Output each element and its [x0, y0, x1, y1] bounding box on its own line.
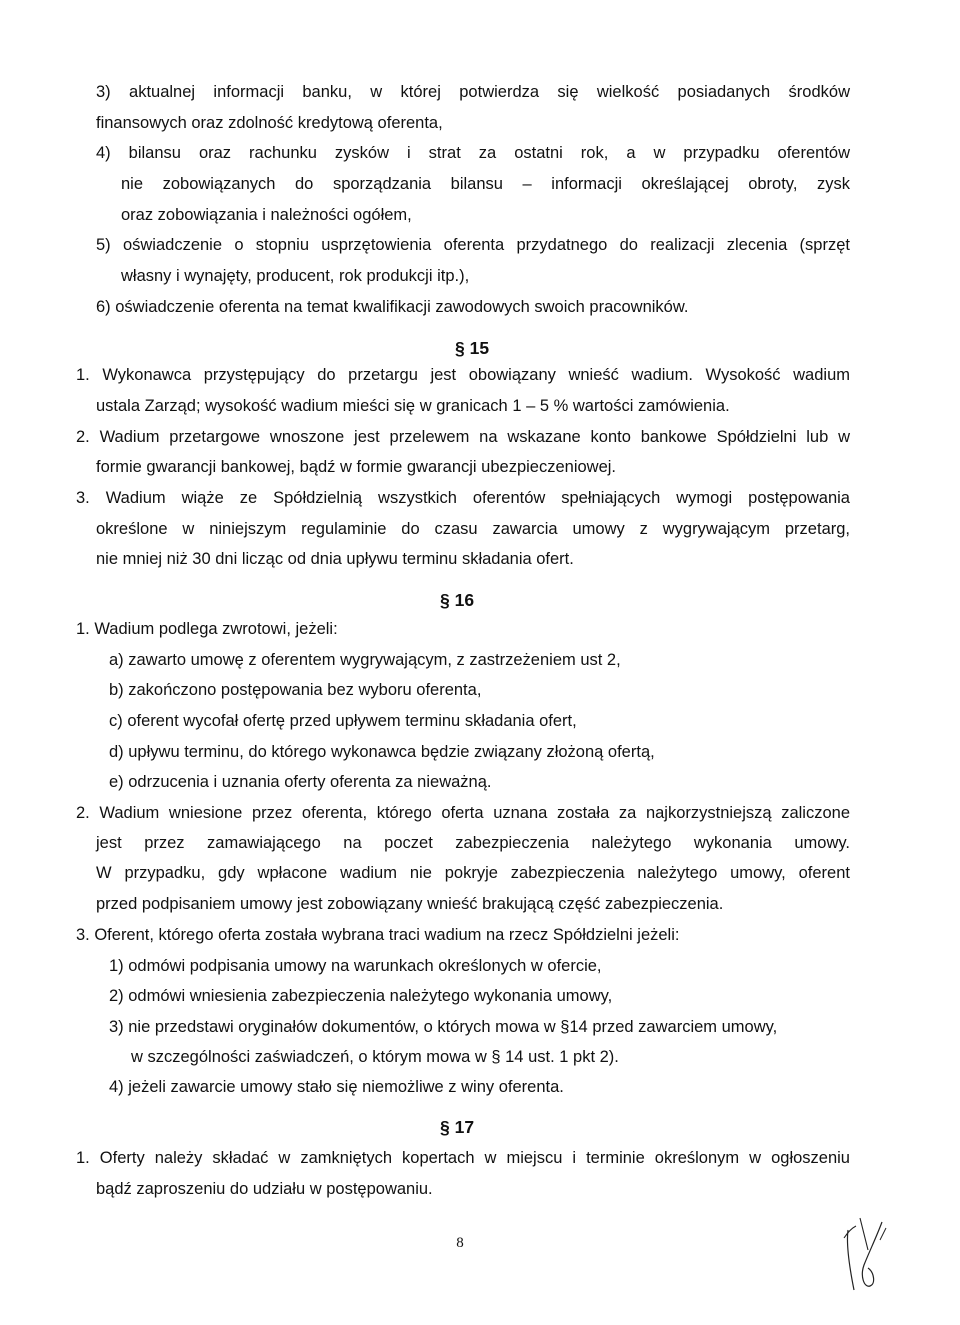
text-line: d) upływu terminu, do którego wykonawca będzie związany złożoną ofertą,: [109, 743, 655, 761]
section-heading-17: § 17: [440, 1117, 475, 1137]
text-line: finansowych oraz zdolność kredytową oferenta,: [96, 114, 443, 132]
text-line: własny i wynajęty, producent, rok produkcji itp.),: [121, 267, 470, 285]
text-line: 4) jeżeli zawarcie umowy stało się niemożliwe z winy oferenta.: [109, 1078, 564, 1096]
text-line: b) zakończono postępowania bez wyboru oferenta,: [109, 681, 482, 699]
text-line: 3. Wadium wiąże ze Spółdzielnią wszystkich oferentów spełniających wymogi postępowania: [76, 489, 850, 507]
text-line: w szczególności zaświadczeń, o którym mowa w § 14 ust. 1 pkt 2).: [131, 1048, 619, 1066]
text-line: a) zawarto umowę z oferentem wygrywającym, z zastrzeżeniem ust 2,: [109, 651, 621, 669]
text-line: formie gwarancji bankowej, bądź w formie gwarancji ubezpieczeniowej.: [96, 458, 616, 476]
signature-initials: [838, 1210, 898, 1300]
text-line: 3) nie przedstawi oryginałów dokumentów, o których mowa w §14 przed zawarciem umowy,: [109, 1018, 778, 1036]
text-line: 3) aktualnej informacji banku, w której potwierdza się wielkość posiadanych środków: [96, 83, 850, 101]
text-line: 2) odmówi wniesienia zabezpieczenia należytego wykonania umowy,: [109, 987, 613, 1005]
text-line: ustala Zarząd; wysokość wadium mieści się w granicach 1 – 5 % wartości zamówienia.: [96, 397, 730, 415]
text-line: 1. Oferty należy składać w zamkniętych kopertach w miejscu i terminie określonym w ogłoszeniu: [76, 1149, 850, 1167]
text-line: 6) oświadczenie oferenta na temat kwalifikacji zawodowych swoich pracowników.: [96, 298, 689, 316]
text-line: określone w niniejszym regulaminie do czasu zawarcia umowy z wygrywającym przetarg,: [96, 520, 850, 538]
text-line: W przypadku, gdy wpłacone wadium nie pokryje zabezpieczenia należytego umowy, oferent: [96, 864, 850, 882]
page-number: 8: [456, 1235, 464, 1251]
text-line: jest przez zamawiającego na poczet zabezpieczenia należytego wykonania umowy.: [96, 834, 850, 852]
section-heading-16: § 16: [440, 590, 475, 610]
text-line: 5) oświadczenie o stopniu usprzętowienia oferenta przydatnego do realizacji zlecenia (sprzęt: [96, 236, 850, 254]
text-line: oraz zobowiązania i należności ogółem,: [121, 206, 412, 224]
text-line: 2. Wadium wniesione przez oferenta, którego oferta uznana została za najkorzystniejszą zaliczone: [76, 804, 850, 822]
text-line: 1. Wykonawca przystępujący do przetargu jest obowiązany wnieść wadium. Wysokość wadium: [76, 366, 850, 384]
text-line: 3. Oferent, którego oferta została wybrana traci wadium na rzecz Spółdzielni jeżeli:: [76, 926, 680, 944]
text-line: c) oferent wycofał ofertę przed upływem terminu składania ofert,: [109, 712, 577, 730]
section-heading-15: § 15: [455, 338, 490, 358]
text-line: 1. Wadium podlega zwrotowi, jeżeli:: [76, 620, 338, 638]
text-line: nie mniej niż 30 dni licząc od dnia upływu terminu składania ofert.: [96, 550, 574, 568]
text-line: bądź zaproszeniu do udziału w postępowaniu.: [96, 1180, 433, 1198]
text-line: 2. Wadium przetargowe wnoszone jest przelewem na wskazane konto bankowe Spółdzielni lub w: [76, 428, 850, 446]
text-line: 1) odmówi podpisania umowy na warunkach określonych w ofercie,: [109, 957, 602, 975]
text-line: e) odrzucenia i uznania oferty oferenta za nieważną.: [109, 773, 492, 791]
text-line: nie zobowiązanych do sporządzania bilansu – informacji określającej obroty, zysk: [121, 175, 850, 193]
text-line: przed podpisaniem umowy jest zobowiązany wnieść brakującą część zabezpieczenia.: [96, 895, 724, 913]
text-line: 4) bilansu oraz rachunku zysków i strat za ostatni rok, a w przypadku oferentów: [96, 144, 850, 162]
